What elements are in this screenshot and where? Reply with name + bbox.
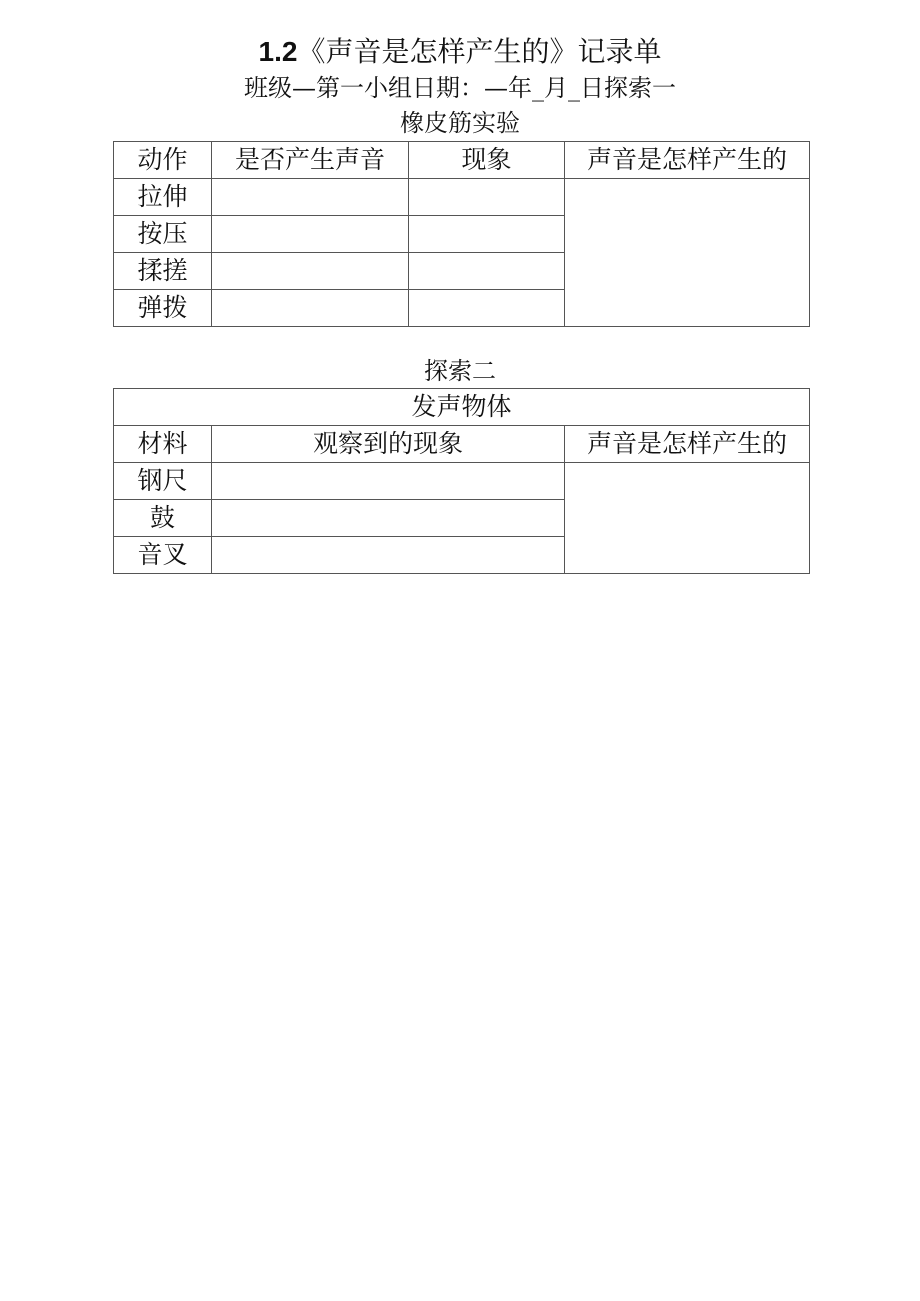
sound-produced-cell[interactable] — [212, 179, 409, 216]
header-phenomenon: 现象 — [409, 142, 565, 179]
row-label: 拉伸 — [114, 179, 212, 216]
header-how-sound-produced: 声音是怎样产生的 — [565, 142, 810, 179]
row-label: 音叉 — [114, 537, 212, 574]
phenomenon-cell[interactable] — [409, 179, 565, 216]
observation-cell[interactable] — [212, 463, 565, 500]
sound-produced-cell[interactable] — [212, 290, 409, 327]
row-label: 鼓 — [114, 500, 212, 537]
observation-cell[interactable] — [212, 500, 565, 537]
title-number: 1.2 — [258, 36, 298, 67]
class-date-line: 班级—第一小组日期：—年_月_日探索一 — [244, 74, 676, 102]
section2-heading: 探索二 — [424, 357, 496, 385]
sound-produced-cell[interactable] — [212, 253, 409, 290]
header-how-sound-produced: 声音是怎样产生的 — [565, 426, 810, 463]
conclusion-cell[interactable] — [565, 179, 810, 327]
table-row — [114, 179, 810, 216]
header-observed-phenomenon: 观察到的现象 — [212, 426, 565, 463]
section1-caption: 橡皮筋实验 — [400, 109, 520, 137]
table-caption-row — [114, 389, 810, 426]
header-material: 材料 — [114, 426, 212, 463]
row-label: 钢尺 — [114, 463, 212, 500]
title-text: 《声音是怎样产生的》记录单 — [297, 35, 662, 68]
rubber-band-table — [113, 141, 810, 327]
sound-produced-cell[interactable] — [212, 216, 409, 253]
table-caption: 发声物体 — [114, 389, 810, 426]
sound-source-table — [113, 388, 810, 574]
table-header-row — [114, 426, 810, 463]
conclusion-cell[interactable] — [565, 463, 810, 574]
phenomenon-cell[interactable] — [409, 290, 565, 327]
row-label: 弹拨 — [114, 290, 212, 327]
row-label: 按压 — [114, 216, 212, 253]
header-sound-produced: 是否产生声音 — [212, 142, 409, 179]
row-label: 揉搓 — [114, 253, 212, 290]
table-row — [114, 463, 810, 500]
phenomenon-cell[interactable] — [409, 216, 565, 253]
header-action: 动作 — [114, 142, 212, 179]
document-title — [0, 32, 920, 72]
table-header-row — [114, 142, 810, 179]
observation-cell[interactable] — [212, 537, 565, 574]
phenomenon-cell[interactable] — [409, 253, 565, 290]
